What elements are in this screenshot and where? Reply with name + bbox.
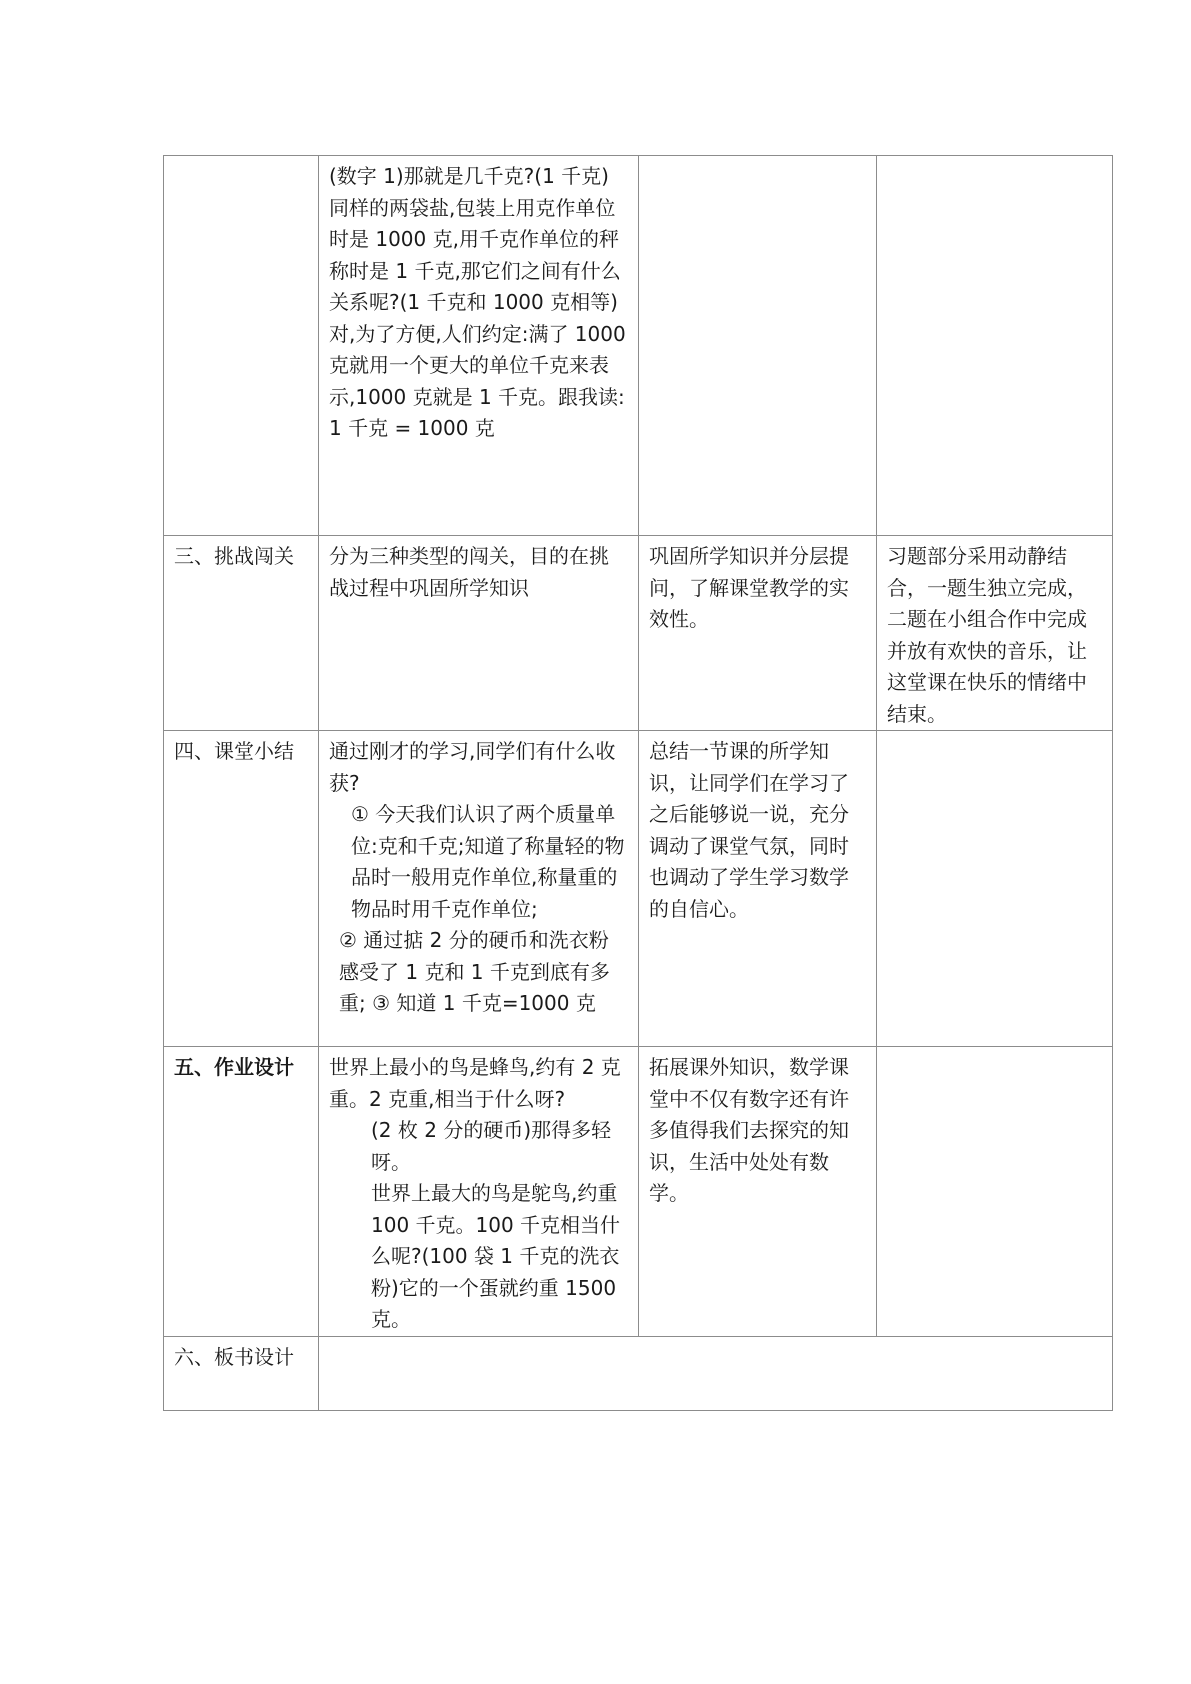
table-row [164, 1047, 1113, 1337]
stage-label: 五、作业设计 [174, 1055, 294, 1079]
content-cell [319, 536, 639, 731]
intent-text: 巩固所学知识并分层提问，了解课堂教学的实效性。 [649, 544, 849, 631]
note-text: 习题部分采用动静结合，一题生独立完成，二题在小组合作中完成并放有欢快的音乐，让这堂课在快乐的情绪中结束。 [887, 544, 1087, 726]
note-cell [877, 536, 1113, 731]
board-design-cell [319, 1336, 1113, 1410]
content-cell [319, 156, 639, 536]
content-line: (2 枚 2 分的硬币)那得多轻呀。 [371, 1118, 612, 1174]
content-line: (数字 1)那就是几千克?(1 千克) [329, 164, 609, 188]
stage-label: 三、挑战闯关 [174, 544, 294, 568]
intent-cell [639, 156, 877, 536]
content-line: 世界上最大的鸟是鸵鸟,约重 100 千克。100 千克相当什么呢?(100 袋 1 千克的洗衣粉)它的一个蛋就约重 1500 克。 [371, 1181, 621, 1331]
table-row [164, 536, 1113, 731]
content-line: ① 今天我们认识了两个质量单位:克和千克;知道了称量轻的物品时一般用克作单位,称量重的物品时用千克作单位; [351, 802, 625, 921]
stage-label: 四、课堂小结 [174, 739, 294, 763]
note-cell [877, 156, 1113, 536]
intent-cell [639, 1047, 877, 1337]
content-line: 通过刚才的学习,同学们有什么收获? [329, 739, 616, 795]
lesson-plan-table [163, 155, 1113, 1411]
note-cell [877, 1047, 1113, 1337]
stage-cell [164, 731, 319, 1047]
table-row [164, 156, 1113, 536]
stage-label: 六、板书设计 [174, 1344, 294, 1369]
stage-cell [164, 1336, 319, 1410]
stage-cell [164, 1047, 319, 1337]
intent-text: 总结一节课的所学知识，让同学们在学习了之后能够说一说，充分调动了课堂气氛，同时也调动了学生学习数学的自信心。 [649, 739, 849, 921]
content-line: 同样的两袋盐,包装上用克作单位时是 1000 克,用千克作单位的秤称时是 1 千克,那它们之间有什么关系呢?(1 千克和 1000 克相等)对,为了方便,人们约定:满了 1000 克就用一个更大的单位千克来表示,1000 克就是 1 千克。跟我读:1 千克 = 1000 克 [329, 195, 626, 440]
intent-cell [639, 731, 877, 1047]
intent-text: 拓展课外知识，数学课堂中不仅有数字还有许多值得我们去探究的知识，生活中处处有数学。 [649, 1055, 849, 1205]
content-line: 世界上最小的鸟是蜂鸟,约有 2 克重。2 克重,相当于什么呀? [329, 1055, 621, 1111]
stage-cell [164, 156, 319, 536]
content-line: 分为三种类型的闯关，目的在挑战过程中巩固所学知识 [329, 544, 609, 600]
content-cell [319, 1047, 639, 1337]
content-cell [319, 731, 639, 1047]
content-line: ② 通过掂 2 分的硬币和洗衣粉感受了 1 克和 1 千克到底有多重; ③ 知道 1 千克=1000 克 [339, 928, 610, 1015]
intent-cell [639, 536, 877, 731]
table-row [164, 1336, 1113, 1410]
stage-cell [164, 536, 319, 731]
table-row [164, 731, 1113, 1047]
note-cell [877, 731, 1113, 1047]
